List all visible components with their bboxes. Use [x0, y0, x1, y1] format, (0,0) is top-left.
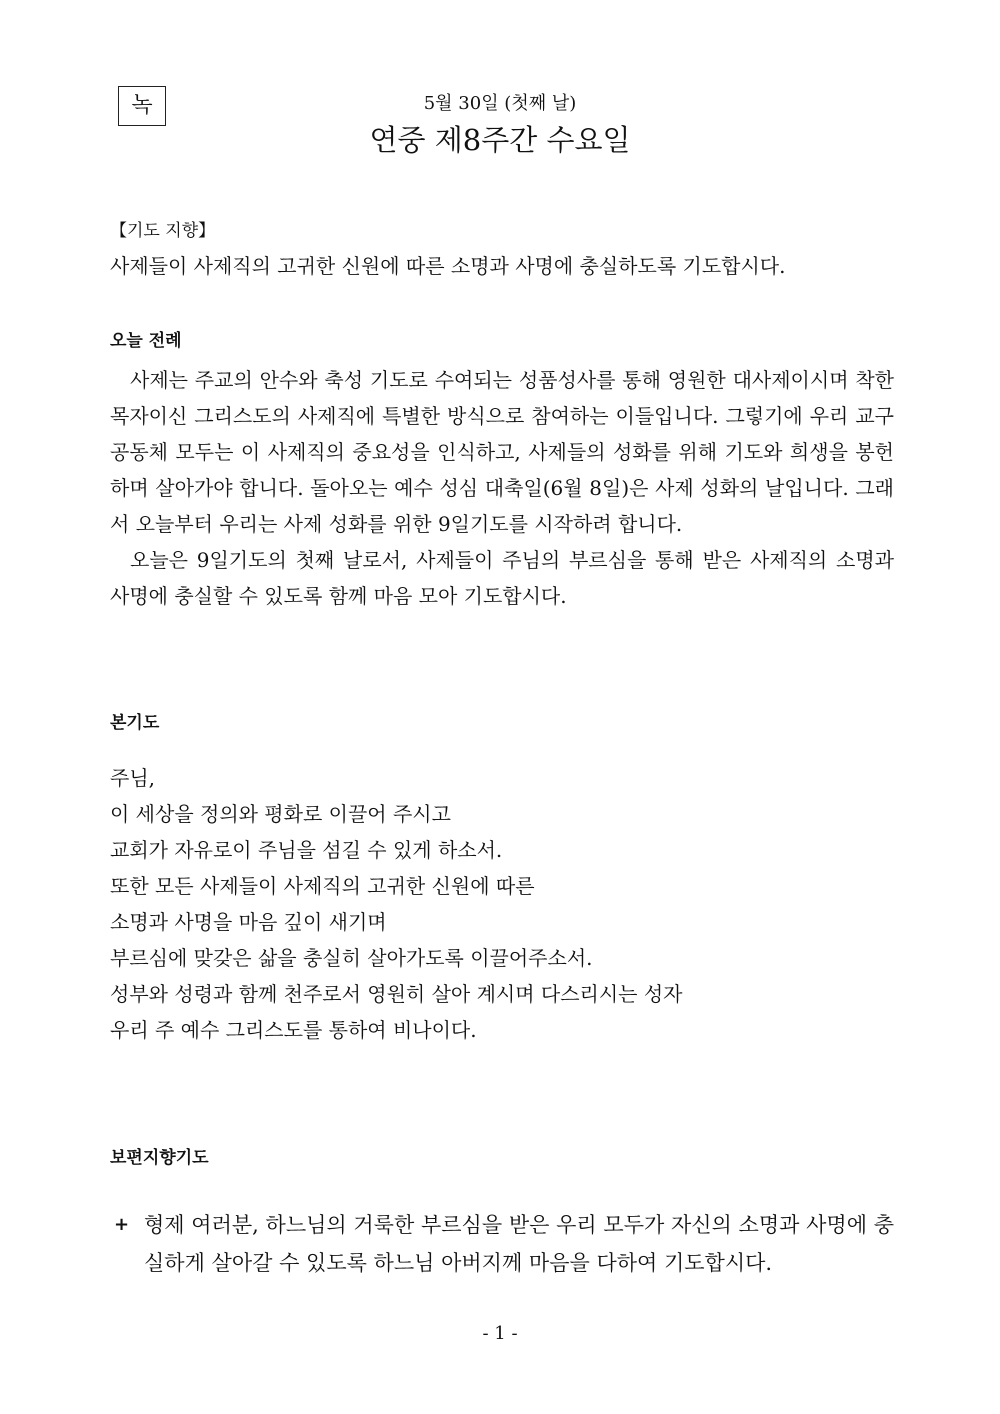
liturgical-color-mark: 녹	[118, 86, 166, 126]
liturgy-paragraph: 오늘은 9일기도의 첫째 날로서, 사제들이 주님의 부르심을 통해 받은 사제직의 소명과 사명에 충실할 수 있도록 함께 마음 모아 기도합시다.	[110, 548, 894, 608]
cross-icon: +	[114, 1214, 130, 1235]
prayer-line: 또한 모든 사제들이 사제직의 고귀한 신원에 따른	[110, 874, 535, 898]
prayer-line: 성부와 성령과 함께 천주로서 영원히 살아 계시며 다스리시는 성자	[110, 982, 683, 1006]
main-prayer-heading: 본기도	[110, 713, 160, 733]
date-line: 5월 30일 (첫째 날)	[423, 93, 577, 114]
liturgy-paragraph: 사제는 주교의 안수와 축성 기도로 수여되는 성품성사를 통해 영원한 대사제이시며 착한 목자이신 그리스도의 사제직에 특별한 방식으로 참여하는 이들입니다. 그렇기에 우리 교구 공동체 모두는 이 사제직의 중요성을 인식하고, 사제들의 성화를 위해 기도와 희생을 봉헌하며 살아가야 합니다. 돌아오는 예수 성심 대축일(6월 8일)은 사제 성화의 날입니다. 그래서 오늘부터 우리는 사제 성화를 위한 9일기도를 시작하려 합니다.	[110, 368, 894, 536]
intention-text: 사제들이 사제직의 고귀한 신원에 따른 소명과 사명에 충실하도록 기도합시다.	[110, 254, 786, 278]
main-prayer-body	[110, 760, 894, 1048]
liturgy-heading: 오늘 전례	[110, 331, 182, 351]
universal-prayer-text: 형제 여러분, 하느님의 거룩한 부르심을 받은 우리 모두가 자신의 소명과 사명에 충실하게 살아갈 수 있도록 하느님 아버지께 마음을 다하여 기도합시다.	[144, 1213, 894, 1275]
prayer-line: 주님,	[110, 766, 155, 790]
prayer-line: 부르심에 맞갖은 삶을 충실히 살아가도록 이끌어주소서.	[110, 946, 593, 970]
liturgy-body	[110, 362, 894, 614]
prayer-line: 우리 주 예수 그리스도를 통하여 비나이다.	[110, 1018, 477, 1042]
prayer-line: 교회가 자유로이 주님을 섬길 수 있게 하소서.	[110, 838, 503, 862]
prayer-line: 소명과 사명을 마음 깊이 새기며	[110, 910, 387, 934]
universal-prayer-item	[110, 1206, 894, 1282]
prayer-line: 이 세상을 정의와 평화로 이끌어 주시고	[110, 802, 451, 826]
page-number: - 1 -	[482, 1323, 518, 1344]
intention-label: 【기도 지향】	[110, 221, 216, 241]
page-title: 연중 제8주간 수요일	[369, 123, 631, 157]
universal-prayer-heading: 보편지향기도	[110, 1148, 209, 1168]
